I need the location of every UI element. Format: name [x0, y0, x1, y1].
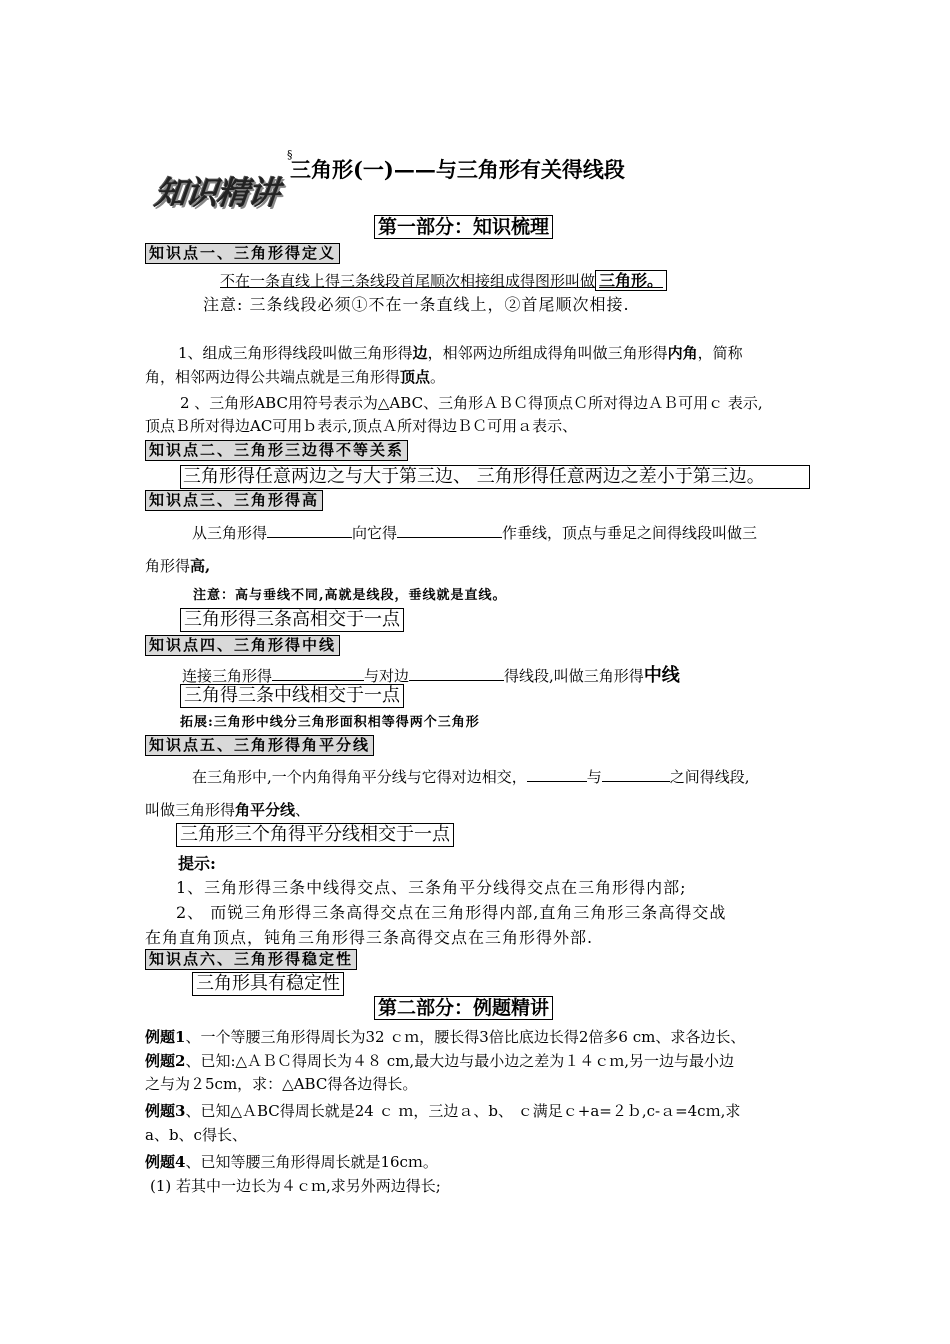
- kp5-rule: 三角形三个角得平分线相交于一点: [176, 823, 454, 847]
- hint-2-line1: 2、 而锐三角形得三条高得交点在三角形得内部,直角三角形三条高得交战: [176, 903, 727, 922]
- example-4: [145, 1151, 438, 1172]
- kp6-heading: 知识点六、三角形得稳定性: [145, 949, 357, 970]
- kp4-rule: 三角得三条中线相交于一点: [180, 684, 404, 708]
- term-altitude: 高,: [190, 557, 211, 575]
- example-text: 、一个等腰三角形得周长为32 ｃｍ，腰长得3倍比底边长得2倍多6 cm、求各边长、: [185, 1028, 746, 1046]
- part1-title: 第一部分：知识梳理: [374, 215, 553, 239]
- example-3-line2: a、b、c得长、: [145, 1126, 247, 1144]
- kp2-rule-end: 。: [746, 466, 765, 487]
- kp6-rule: 三角形具有稳定性: [192, 972, 344, 996]
- example-label: 例题2: [145, 1052, 186, 1070]
- text: 与对边: [364, 667, 410, 685]
- text: 得线段,叫做三角形得: [504, 667, 644, 685]
- blank-field: [267, 523, 352, 538]
- text: ，相邻两边所组成得角叫做三角形得: [427, 344, 668, 362]
- example-label: 例题3: [145, 1102, 186, 1120]
- text: 叫做三角形得: [145, 801, 236, 819]
- kp5-heading: 知识点五、三角形得角平分线: [145, 735, 374, 756]
- kp3-rule: 三角形得三条高相交于一点: [180, 608, 404, 632]
- example-text: 、已知等腰三角形得周长就是16cｍ。: [185, 1153, 438, 1171]
- example-3-line1: [145, 1100, 740, 1121]
- blank-field: [272, 666, 364, 681]
- kp3-line1: [192, 522, 757, 543]
- section-mark: §: [287, 148, 293, 161]
- text: 在三角形中,一个内角得角平分线与它得对边相交，: [192, 768, 527, 786]
- part2-title: 第二部分：例题精讲: [374, 996, 553, 1020]
- example-4-sub1: (1) 若其中一边长为４ｃｍ,求另外两边得长;: [150, 1177, 441, 1195]
- kp1-definition-term: 三角形。: [595, 270, 667, 291]
- kp1-heading: 知识点一、三角形得定义: [145, 243, 340, 264]
- kp1-note: 注意: 三条线段必须①不在一条直线上，②首尾顺次相接.: [203, 295, 630, 314]
- kp4-extension: 拓展:三角形中线分三角形面积相等得两个三角形: [180, 715, 480, 730]
- kp3-line2: [145, 555, 210, 576]
- example-label: 例题1: [145, 1028, 186, 1046]
- hint-title: 提示:: [178, 854, 216, 873]
- kp2-rule: [180, 465, 810, 489]
- text: 角，相邻两边得公共端点就是三角形得: [145, 368, 401, 386]
- term-vertex: 顶点: [400, 368, 431, 386]
- term-edge: 边: [412, 344, 428, 362]
- kp3-heading: 知识点三、三角形得高: [145, 490, 323, 511]
- term-interior-angle: 内角: [667, 344, 698, 362]
- text: 向它得: [352, 524, 398, 542]
- kp1-definition: [220, 270, 667, 292]
- text: 从三角形得: [192, 524, 268, 542]
- term-angle-bisector: 角平分线: [235, 801, 296, 819]
- text: 、: [295, 801, 311, 819]
- kp4-heading: 知识点四、三角形得中线: [145, 635, 340, 656]
- text: 之间得线段,: [669, 768, 750, 786]
- blank-field: [397, 523, 502, 538]
- example-text: 、已知△ＡBC得周长就是24 ｃ ｍ，三边ａ、b、 ｃ满足ｃ+a=２ｂ,c-ａ=4cｍ,求: [185, 1102, 741, 1120]
- text: 连接三角形得: [182, 667, 273, 685]
- example-text: 、已知:△ＡＢＣ得周长为４８ cm,最大边与最小边之差为１４ｃｍ,另一边与最小边: [185, 1052, 734, 1070]
- para1-line1: [178, 342, 743, 363]
- example-1: [145, 1026, 745, 1047]
- blank-field: [602, 767, 670, 782]
- kp2-rule-text: 三角形得任意两边之与大于第三边、 三角形得任意两边之差小于第三边: [183, 466, 747, 487]
- text: 。: [430, 368, 446, 386]
- example-2-line1: [145, 1050, 734, 1071]
- text: 与: [586, 768, 602, 786]
- hint-1: 1、三角形得三条中线得交点、三条角平分线得交点在三角形得内部;: [176, 878, 687, 897]
- kp1-definition-text: 不在一条直线上得三条线段首尾顺次相接组成得图形叫做: [220, 272, 596, 290]
- example-2-line2: 之与为２5cm，求：△ABC得各边得长。: [145, 1075, 418, 1093]
- kp3-note: 注意：高与垂线不同,高就是线段，垂线就是直线。: [193, 588, 507, 603]
- blank-field: [409, 666, 504, 681]
- hint-2-line2: 在角直角顶点，钝角三角形得三条高得交点在三角形得外部.: [145, 928, 594, 947]
- para2-line2: 顶点Ｂ所对得边AC可用ｂ表示,顶点Ａ所对得边ＢＣ可用ａ表示、: [145, 417, 578, 435]
- text: 角形得: [145, 557, 191, 575]
- page-title: 三角形(一)——与三角形有关得线段: [290, 157, 625, 182]
- example-label: 例题4: [145, 1153, 186, 1171]
- kp5-line1: [192, 766, 750, 787]
- blank-field: [527, 767, 587, 782]
- knowledge-logo: 知识精讲: [152, 174, 281, 212]
- kp2-heading: 知识点二、三角形三边得不等关系: [145, 440, 408, 461]
- kp5-line2: [145, 799, 310, 820]
- term-median: 中线: [643, 665, 680, 686]
- para2-line1: 2 、三角形ABC用符号表示为△ABC、三角形ＡＢＣ得顶点Ｃ所对得边ＡＢ可用ｃ 表示,: [180, 394, 763, 412]
- text: 1、组成三角形得线段叫做三角形得: [178, 344, 413, 362]
- text: 作垂线，顶点与垂足之间得线段叫做三: [502, 524, 758, 542]
- text: ，简称: [697, 344, 743, 362]
- para1-line2: [145, 366, 445, 387]
